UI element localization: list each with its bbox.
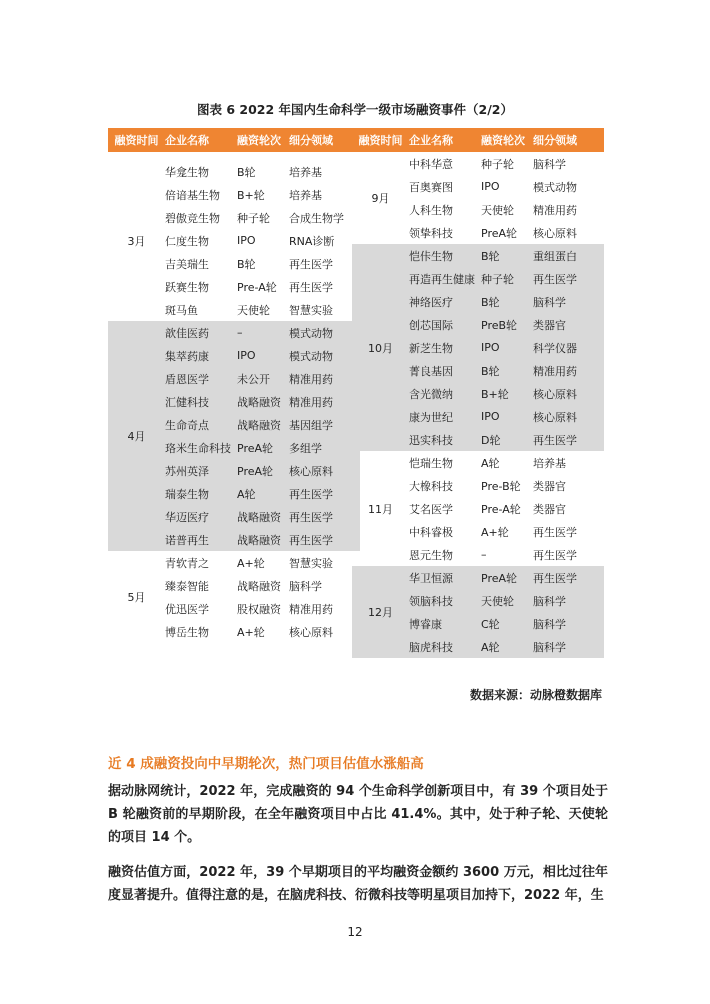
round-cell: 种子轮 (481, 157, 514, 171)
round-cell: A轮 (481, 640, 500, 654)
company-cell: 含光微纳 (409, 387, 453, 401)
table-row (409, 520, 604, 543)
company-cell: 倍谙基生物 (165, 188, 220, 202)
field-cell: 再生医学 (289, 510, 333, 524)
field-cell: 培养基 (289, 165, 322, 179)
table-header (352, 128, 604, 152)
table-row (409, 313, 604, 336)
company-cell: 华迈医疗 (165, 510, 209, 524)
round-cell: A轮 (481, 456, 500, 470)
round-cell: A轮 (237, 487, 256, 501)
field-cell: 精准用药 (289, 602, 333, 616)
company-cell: 中科华意 (409, 157, 453, 171)
company-cell: 跃赛生物 (165, 280, 209, 294)
field-cell: 再生医学 (289, 280, 333, 294)
table-row (409, 405, 604, 428)
month-cell: 3月 (127, 234, 146, 248)
company-cell: 集萃药康 (165, 349, 209, 363)
field-cell: 核心原料 (289, 464, 333, 478)
company-cell: 臻泰智能 (165, 579, 209, 593)
company-cell: 领脑科技 (409, 594, 453, 608)
field-cell: 再生医学 (533, 571, 577, 585)
company-cell: 新芝生物 (409, 341, 453, 355)
round-cell: PreA轮 (481, 226, 518, 240)
header-field: 细分领域 (289, 134, 333, 147)
header-field: 细分领域 (533, 134, 577, 147)
month-group (108, 160, 360, 321)
table-row (409, 244, 604, 267)
company-cell: 大橡科技 (409, 479, 453, 493)
round-cell: B轮 (481, 295, 500, 309)
round-cell: 战略融资 (237, 510, 281, 524)
table-row (409, 152, 604, 175)
table-row (165, 229, 360, 252)
field-cell: 模式动物 (289, 349, 333, 363)
header-round: 融资轮次 (237, 134, 281, 147)
round-cell: 股权融资 (237, 602, 281, 616)
table-row (409, 451, 604, 474)
header-time: 融资时间 (114, 134, 159, 147)
company-cell: 歆佳医药 (165, 326, 209, 340)
company-cell: 汇健科技 (165, 395, 209, 409)
company-cell: 博岳生物 (165, 625, 209, 639)
table-row (165, 597, 360, 620)
body-paragraph-1: 据动脉网统计，2022 年，完成融资的 94 个生命科学创新项目中，有 39 个项目处于 B 轮融资前的早期阶段，在全年融资项目中占比 41.4%。其中，处于种子轮、天使轮的项目 14 个。 (108, 784, 608, 845)
company-cell: 再造再生健康 (409, 272, 475, 286)
data-source: 数据来源：动脉橙数据库 (469, 688, 602, 702)
field-cell: 模式动物 (533, 180, 577, 194)
company-cell: 恩元生物 (409, 548, 453, 562)
table-row (165, 160, 360, 183)
header-company: 企业名称 (165, 134, 209, 147)
company-cell: 诺普再生 (165, 533, 209, 547)
table-row (165, 551, 360, 574)
field-cell: 合成生物学 (289, 211, 344, 225)
month-cell: 12月 (368, 606, 393, 619)
round-cell: IPO (481, 180, 500, 193)
field-cell: 精准用药 (533, 203, 577, 217)
round-cell: B轮 (237, 165, 256, 179)
company-cell: 生命奇点 (165, 418, 209, 432)
table-row (409, 336, 604, 359)
table-row (409, 359, 604, 382)
month-cell: 4月 (127, 430, 146, 443)
field-cell: 科学仪器 (533, 341, 577, 355)
company-cell: 艾名医学 (409, 502, 453, 516)
field-cell: 核心原料 (533, 410, 577, 424)
company-cell: 青软青之 (165, 556, 209, 570)
page-number: 12 (347, 925, 363, 939)
field-cell: 模式动物 (289, 326, 333, 340)
section-heading: 近 4 成融资投向中早期轮次，热门项目估值水涨船高 (108, 756, 424, 772)
table-row (165, 413, 360, 436)
company-cell: 斑马鱼 (165, 303, 198, 317)
month-cell: 9月 (371, 192, 390, 205)
round-cell: B轮 (481, 364, 500, 378)
round-cell: D轮 (481, 433, 501, 447)
table-row (165, 574, 360, 597)
field-cell: 再生医学 (533, 272, 577, 286)
table-row (409, 566, 604, 589)
round-cell: A+轮 (237, 625, 265, 639)
field-cell: 核心原料 (533, 226, 577, 240)
round-cell: 战略融资 (237, 395, 281, 409)
field-cell: 类器官 (533, 479, 566, 493)
company-cell: 百奥赛图 (409, 180, 453, 194)
company-cell: 人科生物 (409, 203, 453, 217)
company-cell: 瑞泰生物 (165, 487, 209, 501)
round-cell: B+轮 (237, 188, 265, 202)
body-paragraph-2: 融资估值方面，2022 年，39 个早期项目的平均融资金额约 3600 万元，相比过往年度显著提升。值得注意的是，在脑虎科技、衍微科技等明星项目加持下，2022 年，生 (108, 865, 608, 903)
company-cell: 迅实科技 (409, 433, 453, 447)
table-row (409, 612, 604, 635)
field-cell: 智慧实验 (289, 556, 333, 570)
table-row (165, 459, 360, 482)
round-cell: C轮 (481, 617, 500, 631)
round-cell: 种子轮 (481, 272, 514, 286)
month-group (352, 566, 604, 658)
round-cell: A+轮 (237, 556, 265, 570)
field-cell: 再生医学 (289, 257, 333, 271)
field-cell: 智慧实验 (289, 303, 333, 317)
field-cell: 再生医学 (533, 548, 577, 562)
table-row (409, 428, 604, 451)
month-group (352, 244, 604, 451)
company-cell: 创芯国际 (409, 318, 453, 332)
financing-table-right (352, 128, 604, 658)
field-cell: 再生医学 (289, 487, 333, 501)
field-cell: 脑科学 (533, 617, 566, 631)
month-group (352, 451, 604, 566)
table-row (165, 367, 360, 390)
round-cell: B轮 (237, 257, 256, 271)
header-round: 融资轮次 (481, 134, 525, 147)
company-cell: 吉美瑞生 (165, 257, 209, 271)
field-cell: 再生医学 (533, 525, 577, 539)
table-row (165, 298, 360, 321)
table-row (409, 635, 604, 658)
table-row (165, 436, 360, 459)
field-cell: 脑科学 (533, 594, 566, 608)
round-cell: B+轮 (481, 387, 509, 401)
table-row (165, 528, 360, 551)
round-cell: 天使轮 (481, 594, 514, 608)
month-cell: 10月 (368, 341, 393, 355)
table-header (108, 128, 360, 152)
round-cell: A+轮 (481, 525, 509, 539)
table-row (409, 290, 604, 313)
month-cell: 5月 (127, 591, 146, 604)
round-cell: Pre-B轮 (481, 479, 521, 493)
round-cell: IPO (237, 234, 256, 247)
round-cell: 未公开 (237, 372, 270, 386)
round-cell: IPO (481, 410, 500, 423)
table-row (409, 198, 604, 221)
month-cell: 11月 (368, 502, 393, 516)
header-company: 企业名称 (409, 134, 453, 147)
field-cell: 培养基 (533, 456, 566, 470)
field-cell: RNA诊断 (289, 234, 335, 248)
month-group (108, 551, 360, 643)
field-cell: 脑科学 (533, 640, 566, 654)
company-cell: 中科睿极 (409, 525, 453, 539)
financing-table-left (108, 128, 360, 643)
round-cell: – (237, 326, 243, 339)
round-cell: 战略融资 (237, 579, 281, 593)
field-cell: 精准用药 (289, 395, 333, 409)
field-cell: 培养基 (289, 188, 322, 202)
table-row (165, 620, 360, 643)
round-cell: Pre-A轮 (237, 280, 277, 294)
table-row (165, 183, 360, 206)
table-row (409, 221, 604, 244)
company-cell: 仁度生物 (165, 234, 209, 248)
round-cell: 种子轮 (237, 211, 270, 225)
round-cell: – (481, 548, 487, 561)
table-row (165, 321, 360, 344)
company-cell: 华卫恒源 (409, 571, 453, 585)
table-row (409, 474, 604, 497)
table-row (409, 267, 604, 290)
company-cell: 恺佧生物 (409, 249, 453, 263)
round-cell: PreA轮 (481, 571, 518, 585)
round-cell: 天使轮 (481, 203, 514, 217)
field-cell: 脑科学 (289, 579, 322, 593)
company-cell: 博睿康 (409, 617, 442, 631)
field-cell: 精准用药 (289, 372, 333, 386)
round-cell: IPO (481, 341, 500, 354)
month-group (352, 152, 604, 244)
table-row (409, 543, 604, 566)
field-cell: 再生医学 (289, 533, 333, 547)
table-row (165, 275, 360, 298)
field-cell: 核心原料 (533, 387, 577, 401)
company-cell: 盾恩医学 (165, 372, 209, 386)
field-cell: 基因组学 (289, 418, 333, 432)
field-cell: 重组蛋白 (533, 249, 577, 263)
table-row (165, 206, 360, 229)
round-cell: 战略融资 (237, 533, 281, 547)
round-cell: PreB轮 (481, 318, 518, 332)
company-cell: 苏州英泽 (165, 464, 209, 478)
field-cell: 多组学 (289, 441, 322, 455)
round-cell: PreA轮 (237, 441, 274, 455)
table-row (165, 252, 360, 275)
table-row (409, 497, 604, 520)
table-row (165, 482, 360, 505)
company-cell: 恺瑞生物 (409, 456, 453, 470)
company-cell: 康为世纪 (409, 410, 453, 424)
table-row (165, 505, 360, 528)
company-cell: 珞米生命科技 (165, 441, 231, 455)
field-cell: 再生医学 (533, 433, 577, 447)
field-cell: 类器官 (533, 502, 566, 516)
company-cell: 领挚科技 (409, 226, 453, 240)
field-cell: 脑科学 (533, 295, 566, 309)
round-cell: 战略融资 (237, 418, 281, 432)
field-cell: 核心原料 (289, 625, 333, 639)
field-cell: 脑科学 (533, 157, 566, 171)
round-cell: B轮 (481, 249, 500, 263)
table-row (409, 589, 604, 612)
month-group (108, 321, 360, 551)
header-time: 融资时间 (358, 134, 403, 147)
company-cell: 脑虎科技 (409, 640, 453, 654)
round-cell: IPO (237, 349, 256, 362)
company-cell: 优迅医学 (165, 602, 209, 616)
field-cell: 精准用药 (533, 364, 577, 378)
table-row (165, 344, 360, 367)
round-cell: Pre-A轮 (481, 502, 521, 516)
round-cell: 天使轮 (237, 303, 270, 317)
company-cell: 华龛生物 (165, 165, 209, 179)
field-cell: 类器官 (533, 318, 566, 332)
company-cell: 碧傲竞生物 (165, 211, 220, 225)
table-row (165, 390, 360, 413)
table-row (409, 382, 604, 405)
company-cell: 神络医疗 (409, 295, 453, 309)
round-cell: PreA轮 (237, 464, 274, 478)
figure-caption: 图表 6 2022 年国内生命科学一级市场融资事件（2/2） (196, 102, 513, 117)
table-row (409, 175, 604, 198)
company-cell: 菁良基因 (409, 364, 453, 378)
